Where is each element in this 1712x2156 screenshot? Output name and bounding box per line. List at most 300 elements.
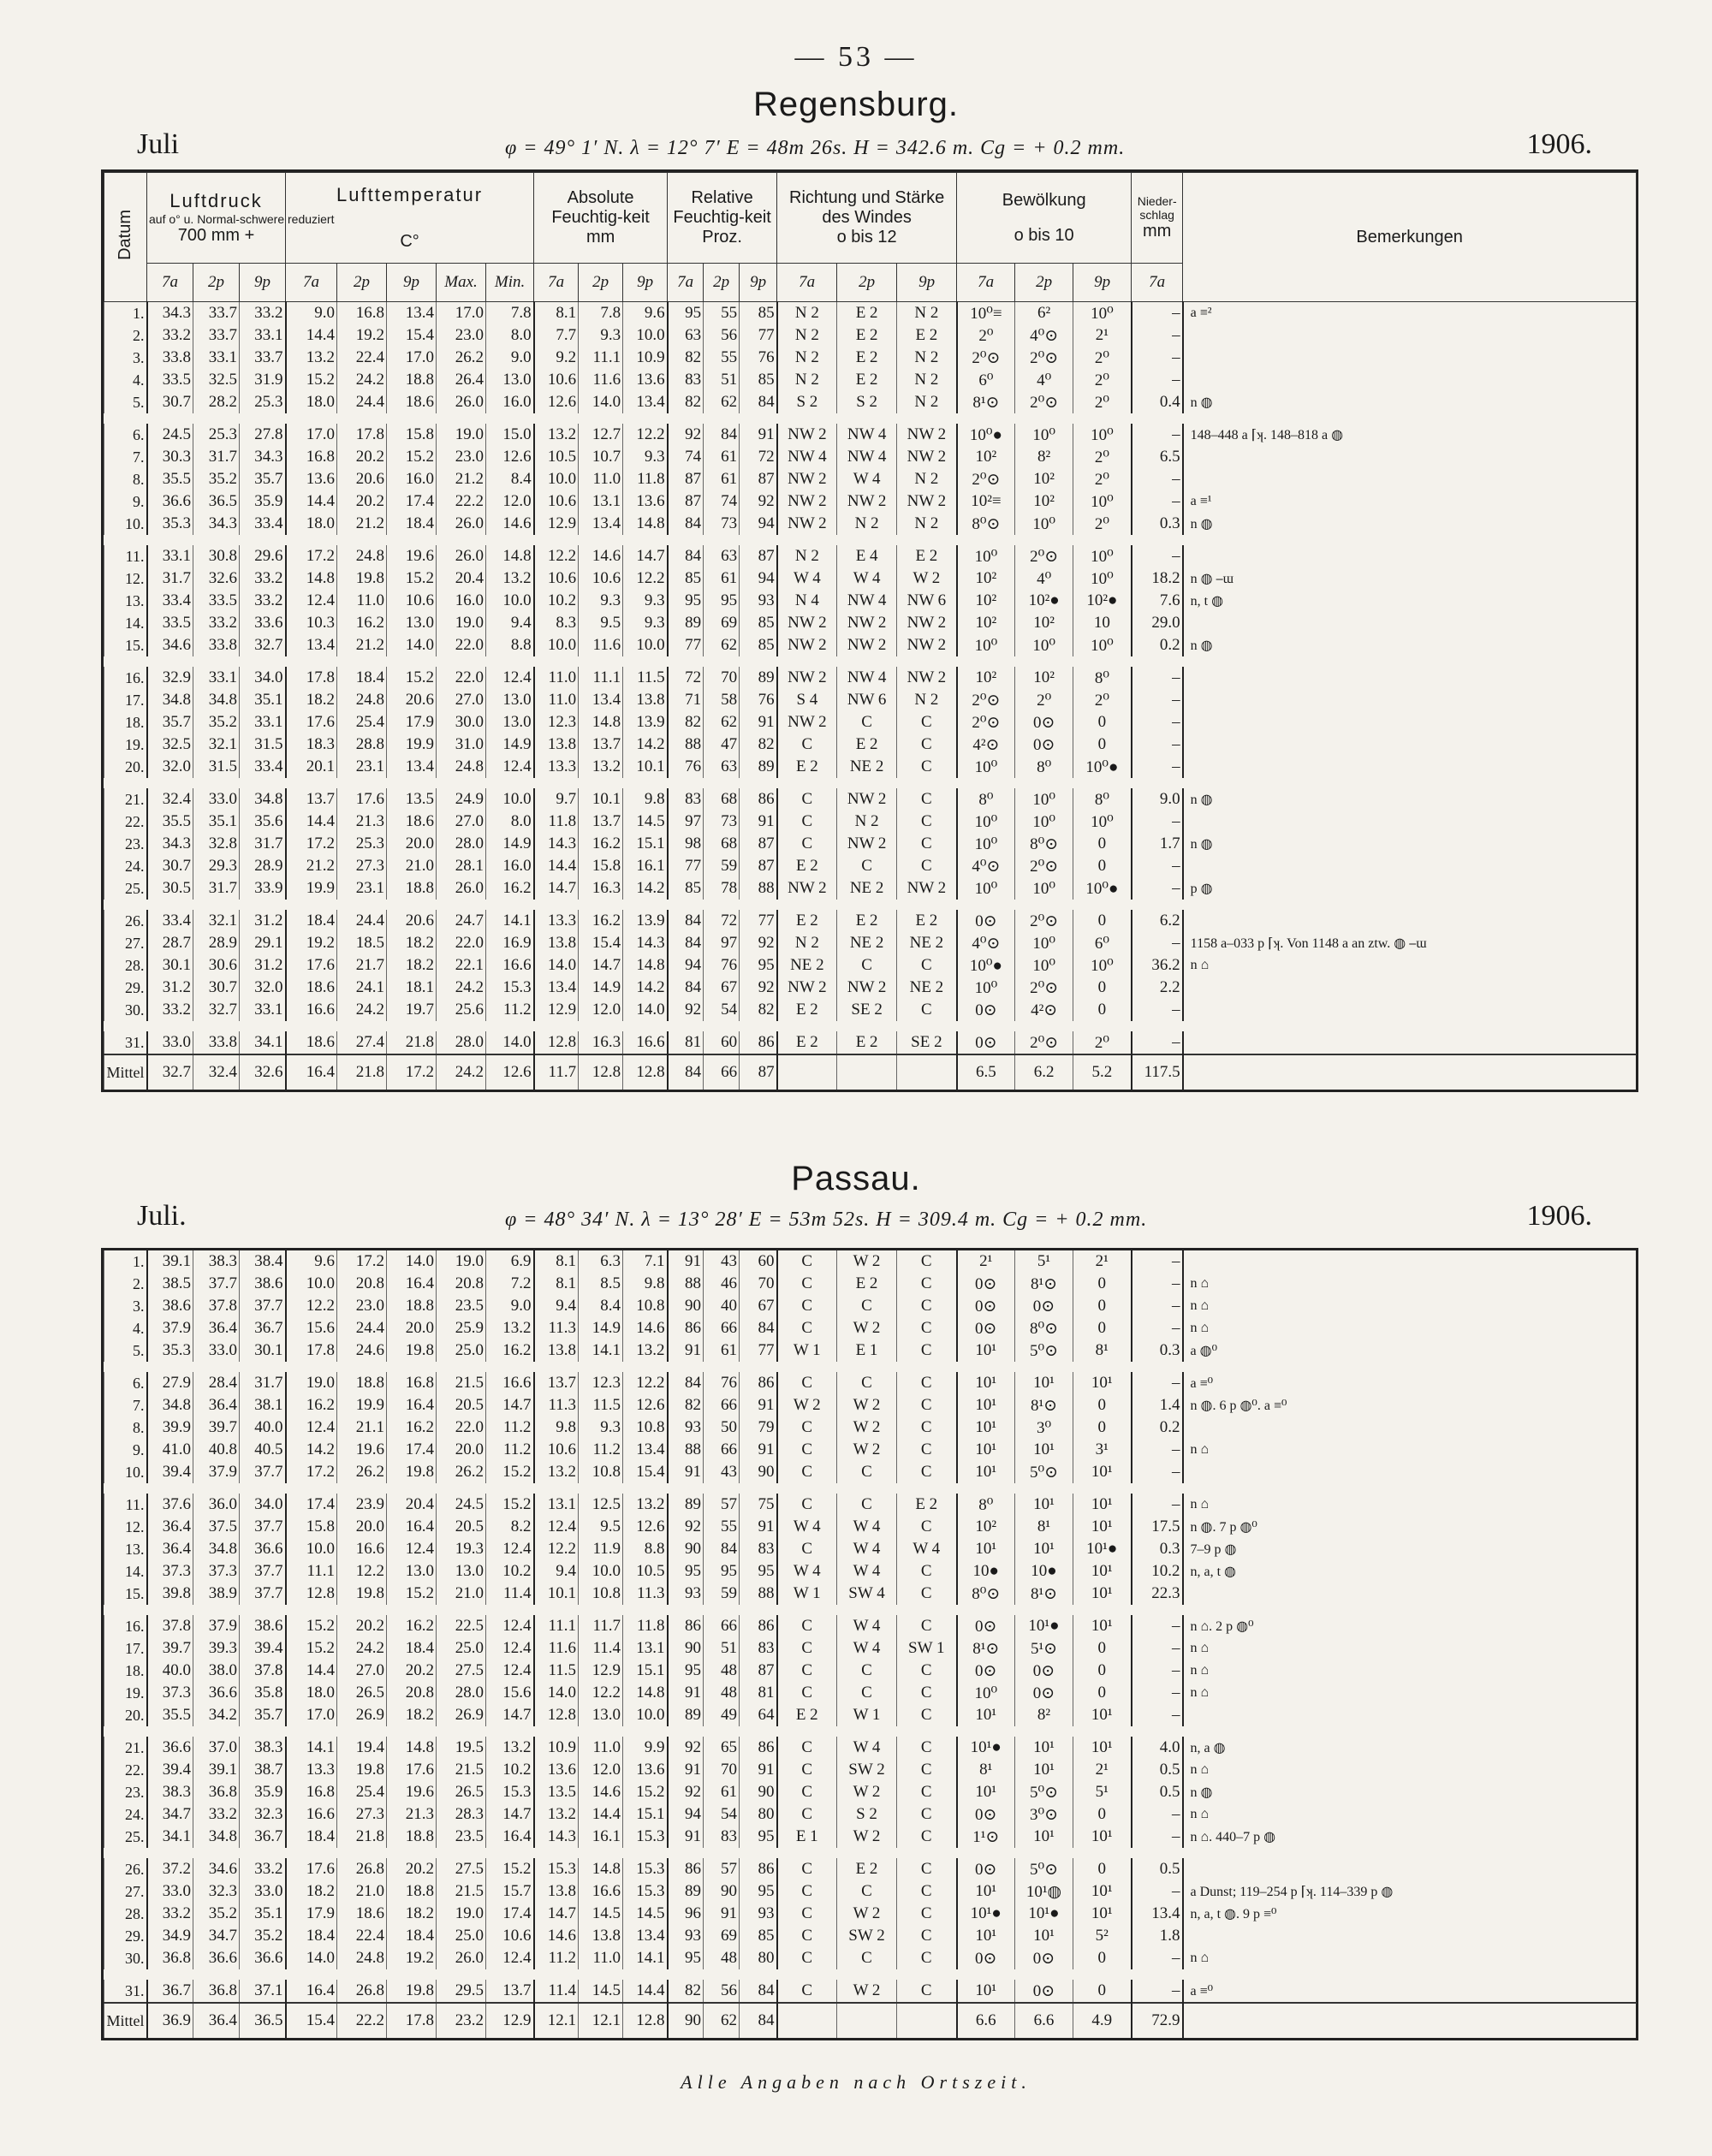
cell-b9: 2⁰ <box>1073 468 1132 490</box>
cell-r7: 92 <box>668 999 704 1026</box>
table-row <box>104 1880 1637 1903</box>
cell-w9: C <box>897 1273 957 1295</box>
cell-tmax: 19.0 <box>437 1250 486 1273</box>
cell-w2: E 2 <box>837 905 897 932</box>
cell-tmax: 26.5 <box>437 1781 486 1803</box>
cell-b7: 10¹● <box>957 1903 1015 1925</box>
cell-w7: NW 2 <box>777 490 837 513</box>
table-row <box>104 1026 1637 1054</box>
cell-t9: 15.2 <box>387 662 437 689</box>
table-row <box>104 711 1637 734</box>
hdr-2p: 2p <box>193 264 240 302</box>
cell-a2: 12.0 <box>579 1759 623 1781</box>
cell-nied: 29.0 <box>1132 612 1183 634</box>
table-row <box>104 567 1637 590</box>
cell-p9: 30.1 <box>240 1339 286 1367</box>
cell-t7: 19.2 <box>286 932 337 954</box>
table-row <box>104 1439 1637 1461</box>
cell-w9: C <box>897 1439 957 1461</box>
cell-r9: 77 <box>740 324 777 347</box>
cell-a9: 8.8 <box>623 1538 668 1560</box>
cell-t2: 19.9 <box>337 1394 387 1417</box>
cell-r2: 57 <box>704 1488 740 1516</box>
cell-t7: 18.2 <box>286 689 337 711</box>
cell-b9: 2⁰ <box>1073 369 1132 391</box>
cell-a9: 13.2 <box>623 1488 668 1516</box>
cell-w7: E 2 <box>777 1704 837 1731</box>
cell-p9: 40.5 <box>240 1439 286 1461</box>
cell-nied: 2.2 <box>1132 977 1183 999</box>
cell-a9: 10.8 <box>623 1417 668 1439</box>
cell-p2: 35.2 <box>193 1903 240 1925</box>
cell-r7: 97 <box>668 811 704 833</box>
table-row <box>104 1781 1637 1803</box>
cell-datum: 26. <box>104 905 147 932</box>
cell-b9: 0 <box>1073 855 1132 877</box>
cell-a7: 10.0 <box>534 634 579 662</box>
cell-r7: 90 <box>668 1637 704 1660</box>
cell-p7: 38.3 <box>147 1781 193 1803</box>
cell-r9: 75 <box>740 1488 777 1516</box>
header-abs-feuchtigkeit: Absolute Feuchtig-keit mm <box>534 173 668 264</box>
cell-t7: 16.4 <box>286 1054 337 1090</box>
cell-t9: 20.6 <box>387 689 437 711</box>
cell-datum: 4. <box>104 1317 147 1339</box>
cell-b9: 5² <box>1073 1925 1132 1947</box>
cell-w9: N 2 <box>897 391 957 419</box>
cell-nied: 0.5 <box>1132 1759 1183 1781</box>
cell-tmax: 28.3 <box>437 1803 486 1826</box>
cell-w7 <box>777 2003 837 2038</box>
cell-r9: 91 <box>740 1439 777 1461</box>
cell-t7: 17.2 <box>286 540 337 567</box>
cell-b7: 10²≡ <box>957 490 1015 513</box>
cell-t9: 20.0 <box>387 833 437 855</box>
cell-t7: 18.0 <box>286 391 337 419</box>
cell-a2: 12.5 <box>579 1488 623 1516</box>
cell-tmin: 12.6 <box>486 446 534 468</box>
cell-tmax: 25.6 <box>437 999 486 1026</box>
cell-w7: C <box>777 1367 837 1394</box>
cell-p7: 41.0 <box>147 1439 193 1461</box>
cell-a9: 12.2 <box>623 419 668 446</box>
cell-p9: 37.7 <box>240 1461 286 1488</box>
cell-t2: 27.3 <box>337 1803 387 1826</box>
cell-t2: 24.1 <box>337 977 387 999</box>
cell-a9: 12.6 <box>623 1394 668 1417</box>
cell-t9: 16.0 <box>387 468 437 490</box>
cell-b9: 2⁰ <box>1073 689 1132 711</box>
cell-bemerkung: n ◍. 7 p ◍⁰ <box>1183 1516 1637 1538</box>
cell-t9: 19.7 <box>387 999 437 1026</box>
cell-a9: 11.3 <box>623 1583 668 1610</box>
cell-w2: W 4 <box>837 1610 897 1637</box>
cell-r9: 89 <box>740 756 777 783</box>
cell-t9: 17.6 <box>387 1759 437 1781</box>
cell-r2: 83 <box>704 1826 740 1853</box>
cell-a2: 14.6 <box>579 540 623 567</box>
cell-b9: 5¹ <box>1073 1781 1132 1803</box>
header-bemerkungen: Bemerkungen <box>1183 173 1637 302</box>
cell-t2: 27.3 <box>337 855 387 877</box>
cell-p9: 31.5 <box>240 734 286 756</box>
cell-tmin: 16.6 <box>486 954 534 977</box>
cell-t7: 18.6 <box>286 977 337 999</box>
cell-p9: 33.2 <box>240 1853 286 1880</box>
cell-nied: – <box>1132 1947 1183 1975</box>
cell-tmin: 11.2 <box>486 1417 534 1439</box>
cell-bemerkung: a ≡² <box>1183 302 1637 325</box>
cell-r9: 82 <box>740 999 777 1026</box>
cell-a7: 13.4 <box>534 977 579 999</box>
cell-datum: 18. <box>104 711 147 734</box>
cell-w7: NW 2 <box>777 977 837 999</box>
cell-a2: 10.8 <box>579 1583 623 1610</box>
cell-b7: 10¹● <box>957 1731 1015 1759</box>
cell-nied: – <box>1132 1704 1183 1731</box>
table-row <box>104 1417 1637 1439</box>
cell-nied: – <box>1132 1826 1183 1853</box>
cell-tmin: 10.0 <box>486 590 534 612</box>
cell-w7: C <box>777 1295 837 1317</box>
cell-w2: NW 2 <box>837 783 897 811</box>
cell-tmin: 10.0 <box>486 783 534 811</box>
cell-a2: 13.7 <box>579 811 623 833</box>
cell-a9: 14.4 <box>623 1975 668 2003</box>
cell-nied: – <box>1132 689 1183 711</box>
cell-w2: W 4 <box>837 1538 897 1560</box>
cell-a7: 11.7 <box>534 1054 579 1090</box>
cell-a9: 16.6 <box>623 1026 668 1054</box>
cell-t2: 24.2 <box>337 369 387 391</box>
cell-p7: 36.7 <box>147 1975 193 2003</box>
cell-a2: 15.8 <box>579 855 623 877</box>
cell-a7: 10.0 <box>534 468 579 490</box>
cell-w7: NW 4 <box>777 446 837 468</box>
cell-nied: – <box>1132 1317 1183 1339</box>
cell-b2: 10⁰ <box>1015 811 1073 833</box>
cell-p9: 33.4 <box>240 513 286 540</box>
cell-r7: 74 <box>668 446 704 468</box>
cell-t7: 17.2 <box>286 1461 337 1488</box>
cell-p7: 31.2 <box>147 977 193 999</box>
cell-w2: SW 4 <box>837 1583 897 1610</box>
cell-b2: 2⁰⊙ <box>1015 977 1073 999</box>
cell-t2: 21.7 <box>337 954 387 977</box>
cell-p7: 33.4 <box>147 905 193 932</box>
cell-p2: 36.8 <box>193 1781 240 1803</box>
cell-tmax: 27.5 <box>437 1853 486 1880</box>
cell-b9: 10 <box>1073 612 1132 634</box>
cell-r9: 84 <box>740 1975 777 2003</box>
cell-t7: 17.2 <box>286 833 337 855</box>
cell-r7: 93 <box>668 1583 704 1610</box>
cell-p2: 28.9 <box>193 932 240 954</box>
cell-r9: 94 <box>740 513 777 540</box>
cell-w2: E 2 <box>837 1273 897 1295</box>
cell-p2: 35.1 <box>193 811 240 833</box>
cell-a7: 9.4 <box>534 1560 579 1583</box>
cell-tmax: 28.0 <box>437 1682 486 1704</box>
cell-b2: 6.6 <box>1015 2003 1073 2038</box>
cell-w7: W 4 <box>777 1516 837 1538</box>
cell-w2: W 4 <box>837 468 897 490</box>
cell-nied: – <box>1132 1367 1183 1394</box>
cell-b9: 0 <box>1073 1273 1132 1295</box>
cell-a2: 10.8 <box>579 1461 623 1488</box>
cell-p9: 37.7 <box>240 1295 286 1317</box>
cell-nied: – <box>1132 1439 1183 1461</box>
cell-w2: W 2 <box>837 1417 897 1439</box>
cell-a9: 15.2 <box>623 1781 668 1803</box>
cell-p7: 30.1 <box>147 954 193 977</box>
cell-p7: 33.2 <box>147 999 193 1026</box>
cell-t9: 14.0 <box>387 634 437 662</box>
cell-b2: 0⊙ <box>1015 1660 1073 1682</box>
cell-b2: 10¹ <box>1015 1538 1073 1560</box>
cell-t9: 18.2 <box>387 1704 437 1731</box>
cell-t7: 13.3 <box>286 1759 337 1781</box>
table-row <box>104 877 1637 905</box>
cell-tmin: 15.7 <box>486 1880 534 1903</box>
cell-a2: 12.7 <box>579 419 623 446</box>
cell-b7: 2¹ <box>957 1250 1015 1273</box>
cell-a7: 10.5 <box>534 446 579 468</box>
cell-r2: 58 <box>704 689 740 711</box>
cell-t2: 20.6 <box>337 468 387 490</box>
cell-t9: 16.4 <box>387 1516 437 1538</box>
cell-p9: 33.4 <box>240 756 286 783</box>
cell-t9: 20.2 <box>387 1853 437 1880</box>
cell-p2: 29.3 <box>193 855 240 877</box>
cell-r2: 50 <box>704 1417 740 1439</box>
cell-p7: 39.7 <box>147 1637 193 1660</box>
cell-tmax: 21.5 <box>437 1759 486 1781</box>
table-row <box>104 1731 1637 1759</box>
cell-t9: 13.4 <box>387 756 437 783</box>
cell-w7: W 4 <box>777 1560 837 1583</box>
cell-a2: 12.0 <box>579 999 623 1026</box>
cell-p9: 28.9 <box>240 855 286 877</box>
cell-t2: 20.2 <box>337 446 387 468</box>
cell-a9: 14.2 <box>623 977 668 999</box>
cell-tmin: 8.0 <box>486 811 534 833</box>
cell-r7: 91 <box>668 1250 704 1273</box>
cell-tmax: 26.0 <box>437 540 486 567</box>
cell-r9: 82 <box>740 734 777 756</box>
cell-tmin: 15.3 <box>486 1781 534 1803</box>
cell-t9: 18.8 <box>387 369 437 391</box>
cell-p7: 37.6 <box>147 1488 193 1516</box>
cell-b9: 0 <box>1073 977 1132 999</box>
cell-r7: 88 <box>668 1273 704 1295</box>
cell-r9: 85 <box>740 612 777 634</box>
cell-a2: 13.2 <box>579 756 623 783</box>
hdr-2p: 2p <box>337 264 387 302</box>
cell-nied: – <box>1132 369 1183 391</box>
cell-b9: 10⁰ <box>1073 302 1132 325</box>
cell-tmax: 27.5 <box>437 1660 486 1682</box>
cell-w2: W 4 <box>837 1560 897 1583</box>
cell-p9: 38.6 <box>240 1273 286 1295</box>
cell-nied: 0.2 <box>1132 634 1183 662</box>
cell-w7: C <box>777 734 837 756</box>
cell-w9: C <box>897 1339 957 1367</box>
cell-w2: C <box>837 1488 897 1516</box>
cell-r2: 47 <box>704 734 740 756</box>
cell-a9: 10.0 <box>623 324 668 347</box>
cell-b9: 10¹● <box>1073 1538 1132 1560</box>
cell-w7: C <box>777 1250 837 1273</box>
hdr-7a: 7a <box>1132 264 1183 302</box>
cell-a9: 15.1 <box>623 833 668 855</box>
cell-datum: 13. <box>104 1538 147 1560</box>
cell-b9: 0 <box>1073 1417 1132 1439</box>
table-row <box>104 1803 1637 1826</box>
table-row <box>104 811 1637 833</box>
cell-p2: 33.0 <box>193 783 240 811</box>
cell-w9: N 2 <box>897 513 957 540</box>
cell-b7: 0⊙ <box>957 1660 1015 1682</box>
cell-t7: 15.4 <box>286 2003 337 2038</box>
cell-r2: 84 <box>704 1538 740 1560</box>
cell-w9: W 2 <box>897 567 957 590</box>
cell-a2: 13.0 <box>579 1704 623 1731</box>
cell-a2: 16.3 <box>579 1026 623 1054</box>
cell-r9: 72 <box>740 446 777 468</box>
regensburg-weather-table <box>104 172 1637 1090</box>
cell-a9: 14.3 <box>623 932 668 954</box>
cell-datum: 12. <box>104 567 147 590</box>
table-row <box>104 1461 1637 1488</box>
cell-r9: 91 <box>740 1759 777 1781</box>
cell-p9: 31.7 <box>240 1367 286 1394</box>
cell-w7: C <box>777 1880 837 1903</box>
cell-r7: 86 <box>668 1853 704 1880</box>
cell-b2: 10⁰ <box>1015 513 1073 540</box>
cell-bemerkung: n ⌂ <box>1183 1803 1637 1826</box>
cell-r9: 80 <box>740 1947 777 1975</box>
cell-p7: 37.8 <box>147 1610 193 1637</box>
cell-p9: 38.3 <box>240 1731 286 1759</box>
cell-r9: 85 <box>740 1925 777 1947</box>
cell-t7: 15.2 <box>286 1637 337 1660</box>
year-label: 1906. <box>1526 128 1592 160</box>
cell-bemerkung <box>1183 369 1637 391</box>
cell-nied: – <box>1132 1295 1183 1317</box>
cell-w7: E 2 <box>777 999 837 1026</box>
cell-a9: 12.2 <box>623 567 668 590</box>
cell-t9: 18.8 <box>387 1826 437 1853</box>
cell-bemerkung <box>1183 612 1637 634</box>
cell-p9: 40.0 <box>240 1417 286 1439</box>
cell-p2: 37.9 <box>193 1610 240 1637</box>
cell-t2: 24.4 <box>337 905 387 932</box>
cell-t7: 20.1 <box>286 756 337 783</box>
cell-w9: C <box>897 1947 957 1975</box>
cell-r2: 56 <box>704 1975 740 2003</box>
cell-datum: 4. <box>104 369 147 391</box>
table-row <box>104 1853 1637 1880</box>
cell-w2: C <box>837 1461 897 1488</box>
cell-a9: 14.8 <box>623 954 668 977</box>
cell-a7: 10.2 <box>534 590 579 612</box>
cell-r9: 87 <box>740 1660 777 1682</box>
cell-b2: 5⁰⊙ <box>1015 1781 1073 1803</box>
cell-nied: – <box>1132 1682 1183 1704</box>
cell-w7: C <box>777 1273 837 1295</box>
cell-t7: 10.0 <box>286 1273 337 1295</box>
cell-b2: 10¹ <box>1015 1759 1073 1781</box>
month-label: Juli. <box>137 1200 187 1232</box>
cell-b2: 8¹ <box>1015 1516 1073 1538</box>
cell-w7: NW 2 <box>777 468 837 490</box>
cell-a2: 16.2 <box>579 833 623 855</box>
cell-w7: C <box>777 811 837 833</box>
cell-tmax: 22.5 <box>437 1610 486 1637</box>
cell-bemerkung <box>1183 468 1637 490</box>
table-row <box>104 446 1637 468</box>
cell-a2: 9.3 <box>579 324 623 347</box>
cell-t2: 19.8 <box>337 1759 387 1781</box>
cell-a9: 10.1 <box>623 756 668 783</box>
cell-b9: 10⁰ <box>1073 567 1132 590</box>
cell-datum: Mittel <box>104 2003 147 2038</box>
cell-r2: 61 <box>704 468 740 490</box>
cell-bemerkung: a Dunst; 119–254 p ⌈ʞ. 114–339 p ◍ <box>1183 1880 1637 1903</box>
cell-t2: 23.1 <box>337 756 387 783</box>
cell-a7: 12.9 <box>534 513 579 540</box>
cell-b2: 2⁰⊙ <box>1015 347 1073 369</box>
cell-w9: C <box>897 1610 957 1637</box>
cell-w2: E 2 <box>837 1853 897 1880</box>
cell-t9: 16.8 <box>387 1367 437 1394</box>
cell-p2: 32.4 <box>193 1054 240 1090</box>
cell-nied: – <box>1132 1273 1183 1295</box>
cell-b7: 8⁰ <box>957 783 1015 811</box>
cell-r9: 92 <box>740 932 777 954</box>
cell-w7: N 2 <box>777 932 837 954</box>
cell-p9: 33.2 <box>240 302 286 325</box>
cell-tmax: 24.2 <box>437 977 486 999</box>
cell-b2: 10¹ <box>1015 1439 1073 1461</box>
header-bewoelkung: Bewölkung o bis 10 <box>957 173 1132 264</box>
cell-p9: 32.0 <box>240 977 286 999</box>
cell-w9: C <box>897 734 957 756</box>
table-row <box>104 1682 1637 1704</box>
cell-t9: 15.2 <box>387 1583 437 1610</box>
cell-tmin: 14.7 <box>486 1394 534 1417</box>
cell-r9: 85 <box>740 369 777 391</box>
cell-b9: 10¹ <box>1073 1583 1132 1610</box>
cell-w7: C <box>777 1947 837 1975</box>
cell-nied: – <box>1132 302 1183 325</box>
cell-w2: E 4 <box>837 540 897 567</box>
cell-r9: 92 <box>740 977 777 999</box>
cell-t7: 18.6 <box>286 1026 337 1054</box>
cell-p9: 33.0 <box>240 1880 286 1903</box>
cell-a7: 14.3 <box>534 833 579 855</box>
cell-b2: 10² <box>1015 490 1073 513</box>
cell-b2: 10¹ <box>1015 1367 1073 1394</box>
cell-b9: 0 <box>1073 1394 1132 1417</box>
cell-tmin: 16.2 <box>486 1339 534 1367</box>
cell-bemerkung <box>1183 1925 1637 1947</box>
hdr-7a: 7a <box>286 264 337 302</box>
cell-t2: 21.2 <box>337 634 387 662</box>
cell-r7: 95 <box>668 590 704 612</box>
cell-b7: 10² <box>957 662 1015 689</box>
